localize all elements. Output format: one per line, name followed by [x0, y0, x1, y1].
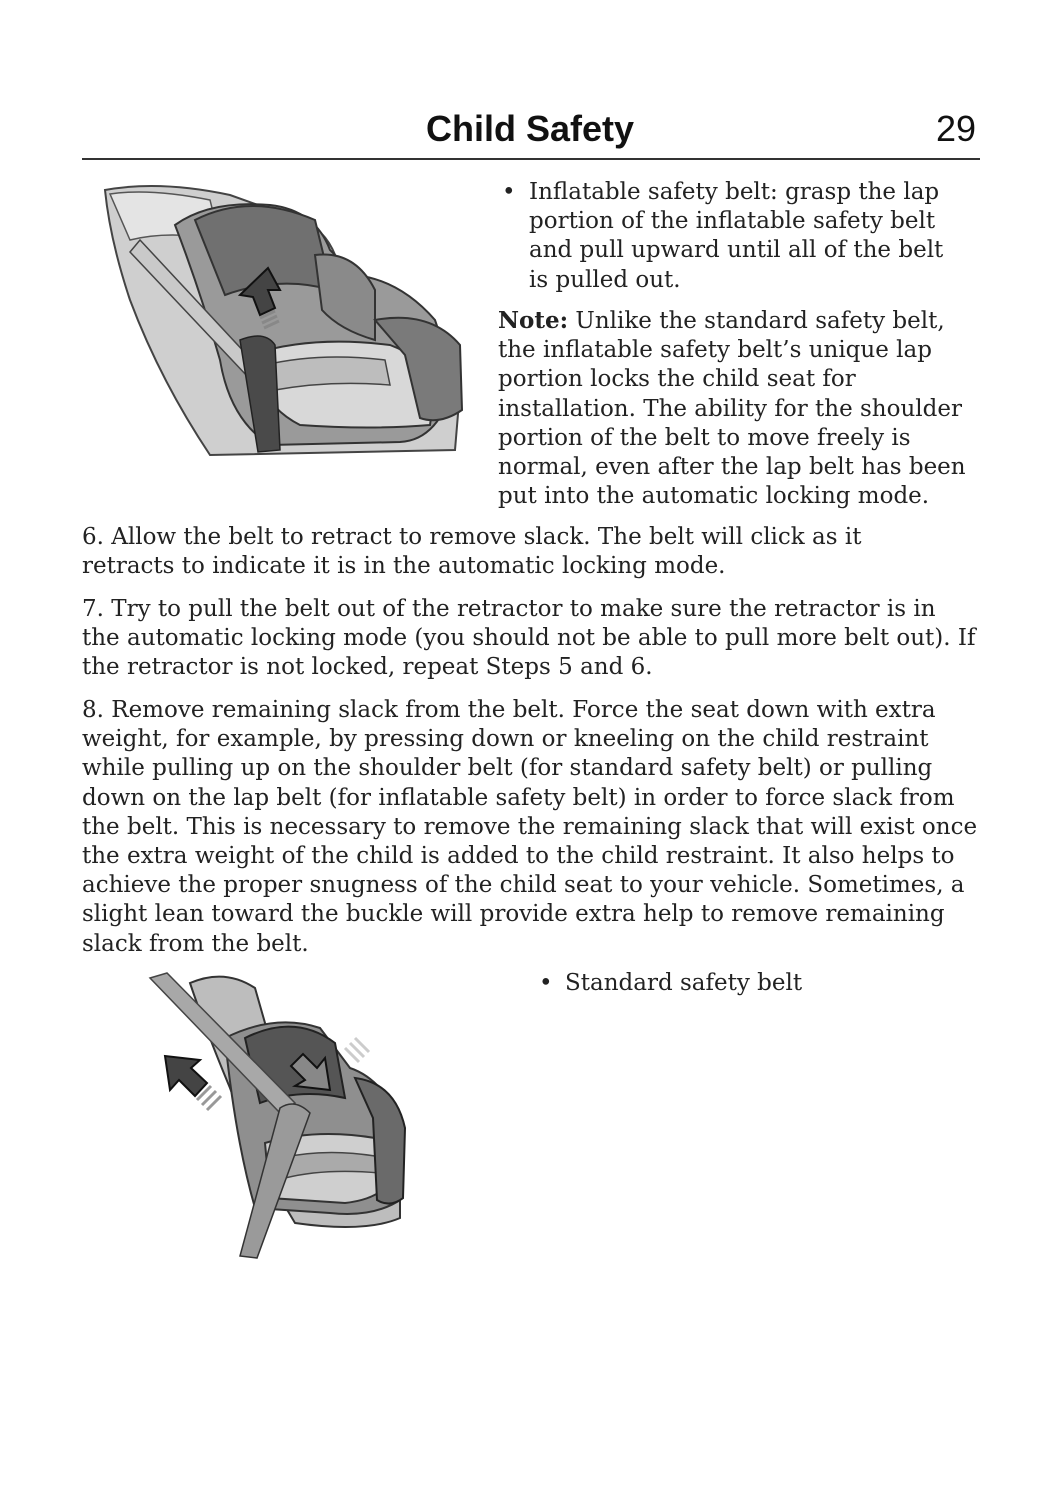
- step-8: 8. Remove remaining slack from the belt. Force the seat down with extra weight, for example, by pressing down or kneeling on the child restraint while pulling up on the shoulder belt (for standard safety belt) or pulling down on the lap belt (for inflatable safety belt) in order to force slack from the belt. This is necessary to remove the remaining slack that will exist once the extra weight of the child is added to the child restraint. It also helps to achieve the proper snugness of the child seat to your vehicle. Sometimes, a slight lean toward the buckle will provide extra help to remove remaining slack from the belt.: [82, 697, 978, 957]
- child-seat-standard-belt-illustration: [145, 968, 415, 1263]
- note-paragraph: [498, 306, 976, 511]
- page-number: 29: [935, 108, 976, 149]
- standard-belt-bullet: Standard safety belt: [565, 970, 803, 996]
- header-divider: [82, 158, 980, 160]
- page-title: Child Safety: [425, 108, 635, 149]
- bullet-marker: •: [502, 179, 516, 205]
- note-label: Note:: [498, 307, 569, 334]
- bullet-marker: •: [539, 970, 553, 996]
- inflatable-belt-bullet: Inflatable safety belt: grasp the lap portion of the inflatable safety belt and pull upward until all of the belt is pulled out.: [529, 179, 944, 293]
- step-7: 7. Try to pull the belt out of the retractor to make sure the retractor is in the automatic locking mode (you should not be able to pull more belt out). If the retractor is not locked, repeat Steps 5 and 6.: [82, 596, 976, 681]
- child-seat-inflatable-belt-illustration: [100, 180, 470, 460]
- note-text: Unlike the standard safety belt, the inflatable safety belt’s unique lap portion locks the child seat for installation. The ability for the shoulder portion of the belt to move freely is normal, even after the lap belt has been put into the automatic locking mode.: [498, 308, 966, 510]
- step-6: 6. Allow the belt to retract to remove slack. The belt will click as it retracts to indicate it is in the automatic locking mode.: [82, 524, 862, 580]
